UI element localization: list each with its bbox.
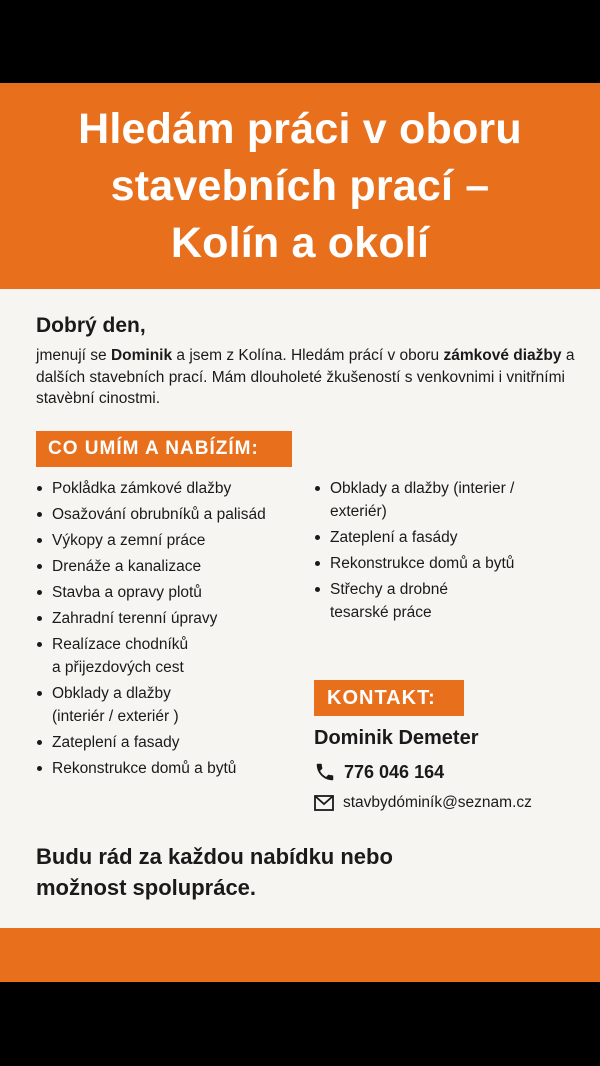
closing-text: Budu rád za každou nabídku nebo možnost spolupráce. bbox=[36, 844, 393, 900]
content-area bbox=[0, 289, 600, 928]
intro-text-1: jmenují se bbox=[36, 347, 111, 364]
intro-name: Dominik bbox=[110, 347, 173, 364]
list-item: Poklådka zámkové dlažby bbox=[36, 477, 306, 500]
phone-row[interactable] bbox=[314, 761, 444, 783]
list-item: Realízace chodníků a přijezdových cest bbox=[36, 633, 306, 679]
greeting: Dobrý den, bbox=[36, 314, 146, 337]
list-item: Stavba a opravy plotů bbox=[36, 581, 306, 604]
contact-heading: KONTAKT: bbox=[314, 680, 464, 716]
list-item: Rekonstrukce domů a bytů bbox=[314, 552, 584, 575]
bottom-black-bar bbox=[0, 982, 600, 1066]
header-banner bbox=[0, 83, 600, 289]
phone-number[interactable]: 776 046 164 bbox=[344, 761, 445, 782]
email-address[interactable]: stavbydóminík@seznam.cz bbox=[343, 794, 532, 811]
list-item: Rekonstrukce domů a bytů bbox=[36, 757, 306, 780]
bottom-orange-band bbox=[0, 928, 600, 982]
list-item: Drenáže a kanalizace bbox=[36, 555, 306, 578]
phone-icon bbox=[314, 761, 336, 783]
skills-list-left bbox=[36, 477, 306, 783]
list-item: Výkopy a zemní práce bbox=[36, 529, 306, 552]
list-item: Zahradní terenní úpravy bbox=[36, 607, 306, 630]
envelope-icon bbox=[314, 795, 334, 811]
intro-specialty: zámkové diažby bbox=[443, 347, 562, 364]
page-title: Hledám práci v oboru stavebních prací – Kolín a okolí bbox=[78, 104, 522, 267]
contact-name: Dominik Demeter bbox=[314, 727, 479, 749]
list-item: Obklady a dlažby (interiér / exteriér ) bbox=[36, 682, 306, 728]
intro-text-3: a dalších stavebních prací. Mám dlouholeté žkušeností s venkovnimi i vnitřními stavèbní cinostmi. bbox=[36, 347, 575, 407]
top-black-bar bbox=[0, 0, 600, 83]
list-item: Zateplení a fasady bbox=[36, 731, 306, 754]
skills-heading: CO UMÍM A NABÍZÍM: bbox=[36, 431, 292, 467]
list-item: Střechy a drobné tesarské práce bbox=[314, 578, 584, 624]
intro-text-2: a jsem z Kolína. Hledám prácí v oboru bbox=[172, 347, 444, 364]
intro-paragraph bbox=[36, 345, 576, 410]
list-item: Zateplení a fasády bbox=[314, 526, 584, 549]
list-item: Obklady a dlažby (interier / exteriér) bbox=[314, 477, 584, 523]
email-row[interactable] bbox=[314, 794, 532, 812]
list-item: Osažování obrubníků a palisád bbox=[36, 503, 306, 526]
skills-list-right bbox=[314, 477, 584, 627]
